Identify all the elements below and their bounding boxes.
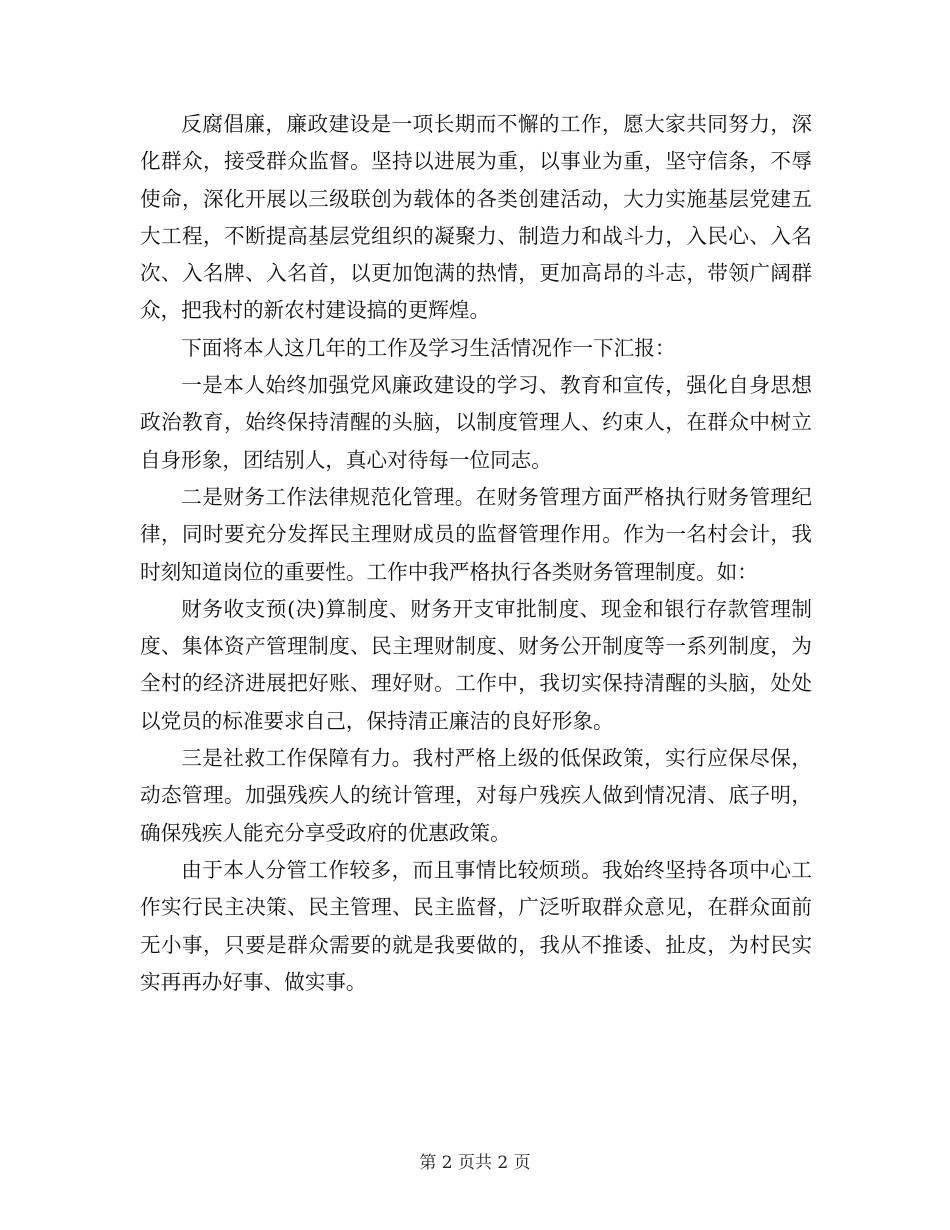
document-body [140, 106, 812, 1001]
page-number-footer: 第 2 页共 2 页 [419, 1153, 531, 1173]
paragraph-finance-systems: 财务收支预(决)算制度、财务开支审批制度、现金和银行存款管理制度、集体资产管理制度、民主理财制度、财务公开制度等一系列制度，为全村的经济进展把好账、理好财。工作中，我切实保持清醒的头脑，处处以党员的标准要求自己，保持清正廉洁的良好形象。 [140, 596, 812, 733]
paragraph-point-one: 一是本人始终加强党风廉政建设的学习、教育和宣传，强化自身思想政治教育，始终保持清醒的头脑，以制度管理人、约束人，在群众中树立自身形象，团结别人，真心对待每一位同志。 [140, 373, 812, 472]
paragraph-report-intro: 下面将本人这几年的工作及学习生活情况作一下汇报： [181, 335, 676, 360]
paragraph-point-two: 二是财务工作法律规范化管理。在财务管理方面严格执行财务管理纪律，同时要充分发挥民主理财成员的监督管理作用。作为一名村会计，我时刻知道岗位的重要性。工作中我严格执行各类财务管理制度。如： [140, 484, 812, 584]
paragraph-anticorruption: 反腐倡廉，廉政建设是一项长期而不懈的工作，愿大家共同努力，深化群众，接受群众监督。坚持以进展为重，以事业为重，坚守信条，不辱使命，深化开展以三级联创为载体的各类创建活动，大力实施基层党建五大工程，不断提高基层党组织的凝聚力、制造力和战斗力，入民心、入名次、入名牌、入名首，以更加饱满的热情，更加高昂的斗志，带领广阔群众，把我村的新农村建设搞的更辉煌。 [140, 112, 812, 323]
paragraph-closing: 由于本人分管工作较多，而且事情比较烦琐。我始终坚持各项中心工作实行民主决策、民主管理、民主监督，广泛听取群众意见，在群众面前无小事，只要是群众需要的就是我要做的，我从不推诿、扯皮，为村民实实再再办好事、做实事。 [140, 857, 812, 994]
paragraph-point-three: 三是社救工作保障有力。我村严格上级的低保政策，实行应保尽保，动态管理。加强残疾人的统计管理，对每户残疾人做到情况清、底子明，确保残疾人能充分享受政府的优惠政策。 [140, 746, 812, 845]
